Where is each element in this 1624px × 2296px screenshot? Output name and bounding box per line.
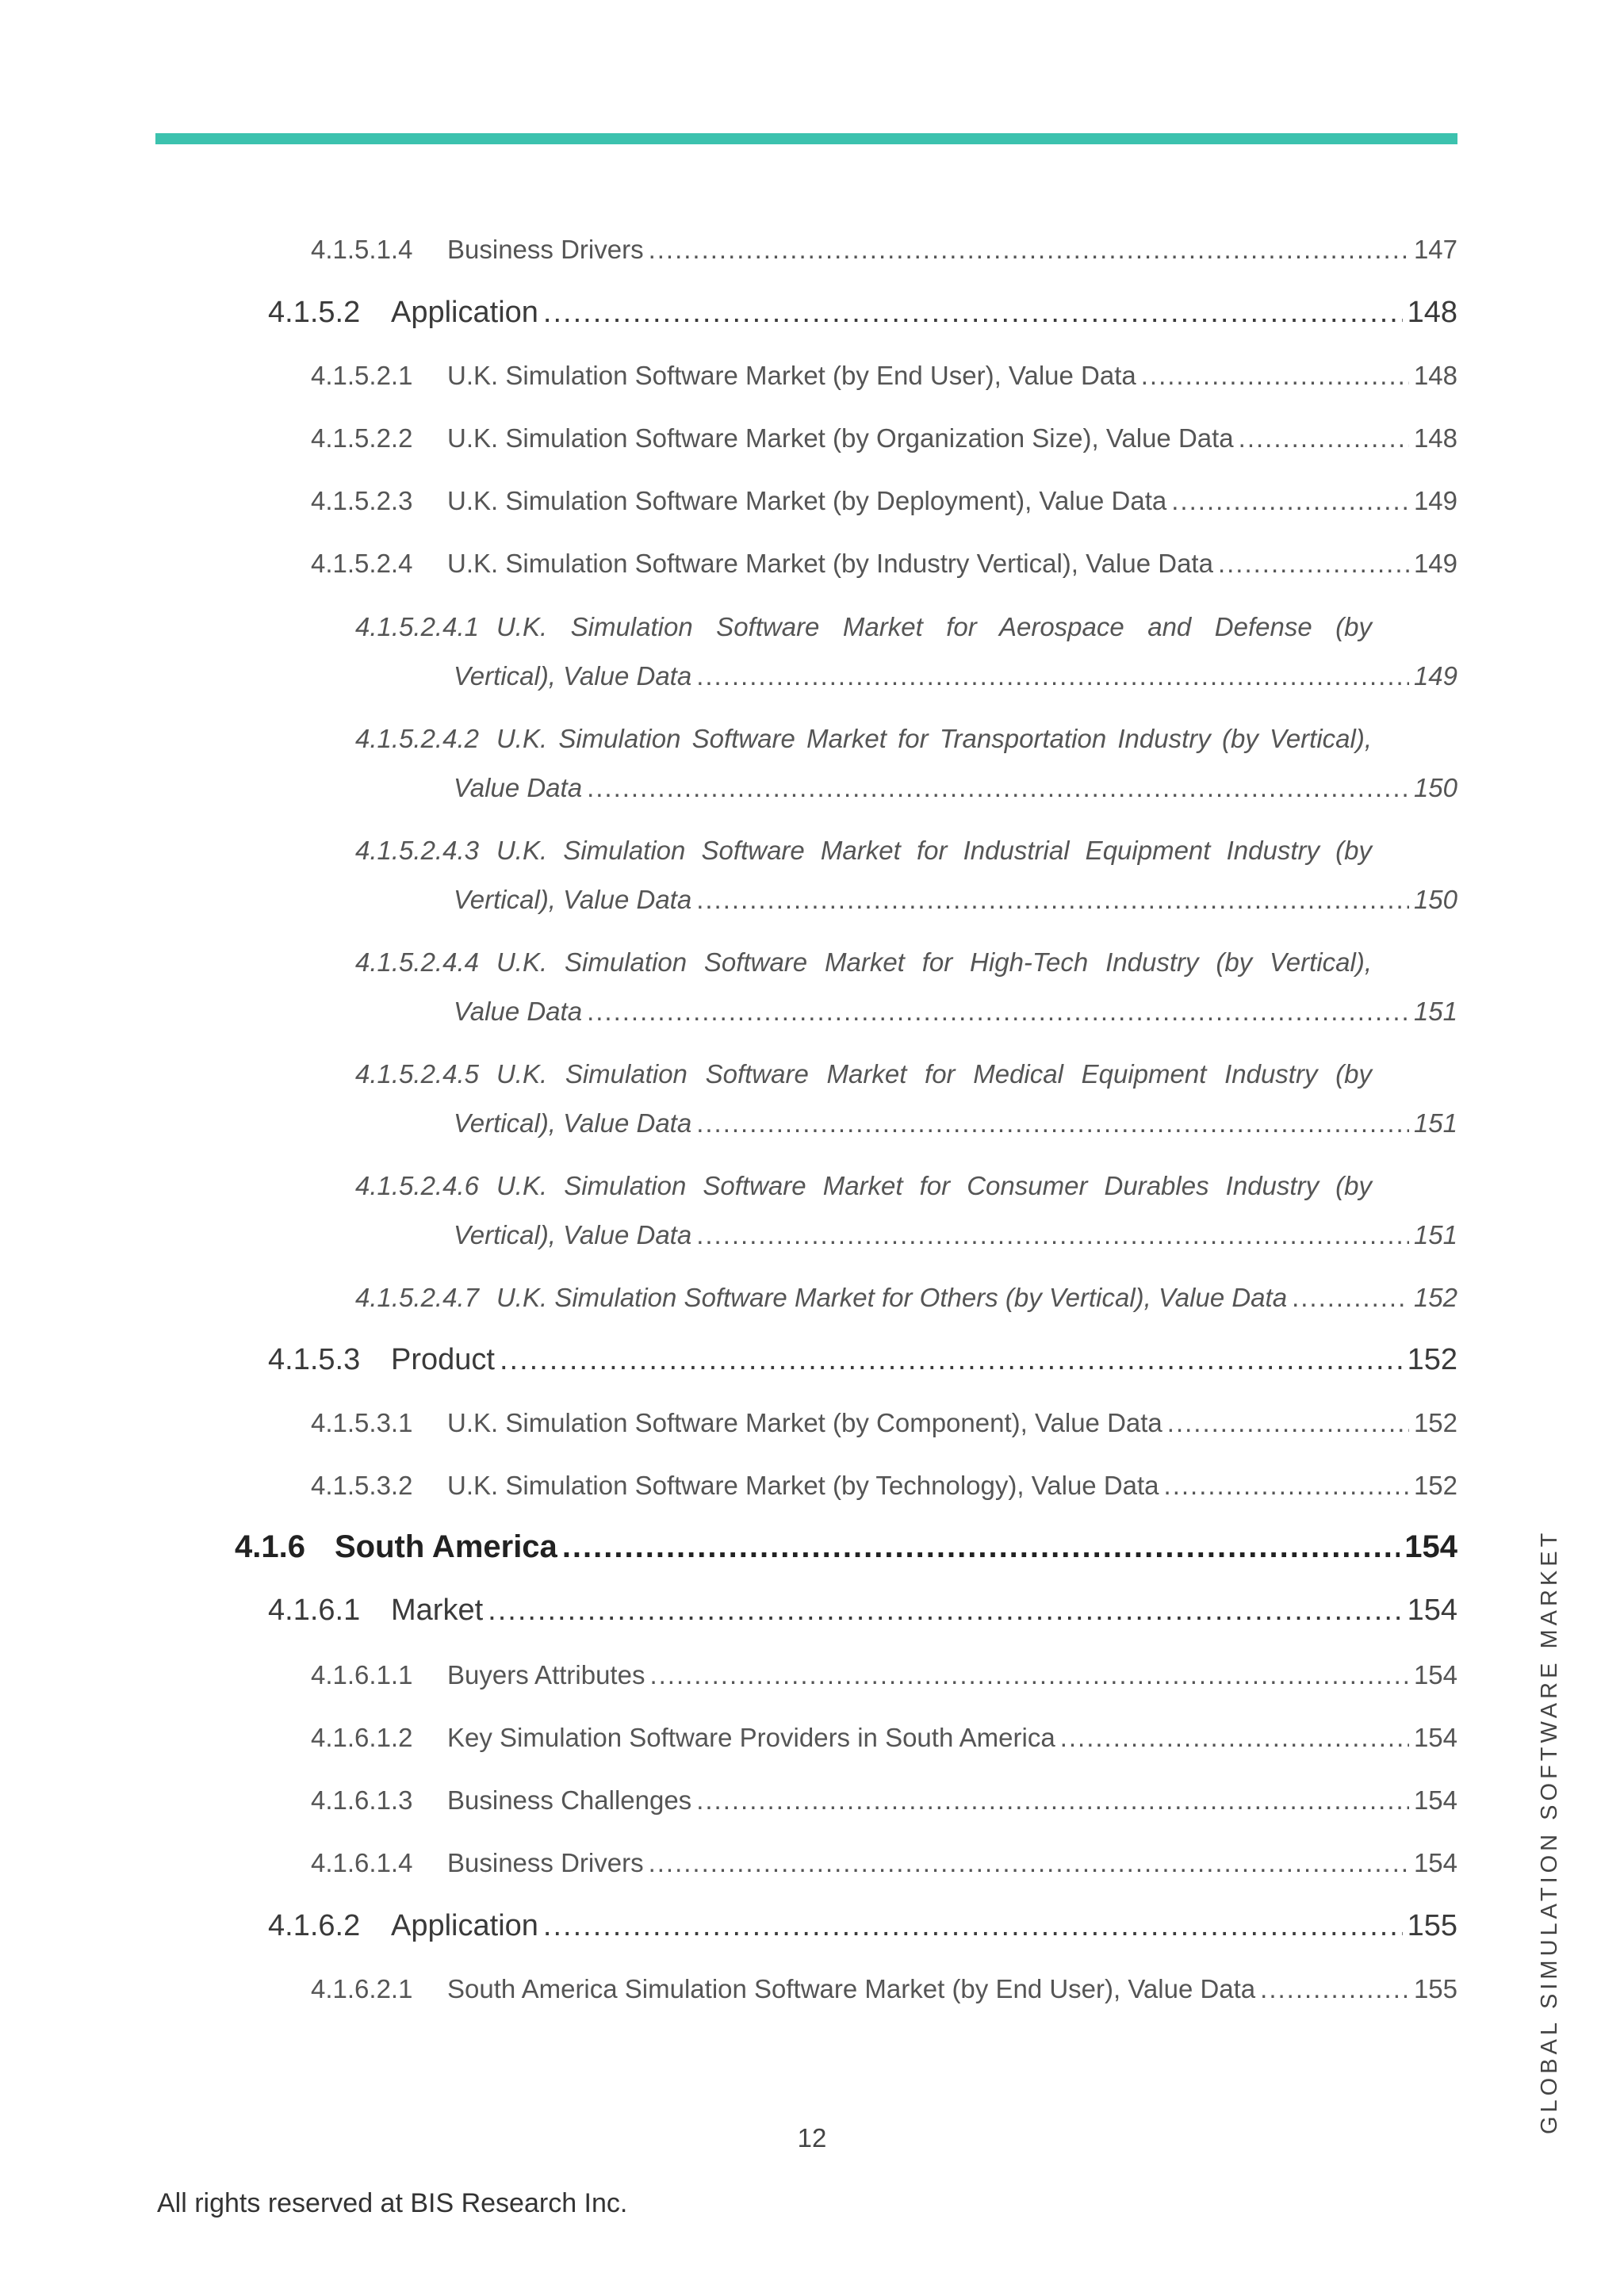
toc-leader-dots bbox=[562, 1529, 1400, 1565]
toc-entry-number: 4.1.5.2.3 bbox=[311, 486, 413, 515]
vertical-side-label: GLOBAL SIMULATION SOFTWARE MARKET bbox=[1537, 1529, 1562, 2134]
toc-entry-page: 154 bbox=[1413, 1848, 1457, 1877]
toc-entry-page: 152 bbox=[1407, 1343, 1457, 1376]
toc-leader-dots bbox=[1164, 1471, 1409, 1501]
toc-entry-number: 4.1.5.3.1 bbox=[311, 1408, 413, 1437]
toc-leader-dots bbox=[587, 773, 1409, 803]
toc-leader-dots bbox=[587, 997, 1409, 1027]
toc-leader-dots bbox=[1292, 1283, 1409, 1313]
toc-entry-number: 4.1.5.2.4.1 bbox=[355, 612, 479, 641]
toc-entry-number: 4.1.5.2.4 bbox=[311, 549, 413, 578]
toc-entry-title: U.K. Simulation Software Market (by End User), Value Data bbox=[447, 361, 1136, 390]
toc-entry-continuation[interactable] bbox=[454, 661, 1457, 691]
toc-leader-dots bbox=[1171, 486, 1409, 516]
toc-entry-page: 154 bbox=[1404, 1529, 1457, 1564]
toc-entry-number: 4.1.5.2.4.7 bbox=[355, 1283, 479, 1312]
toc-entry-number: 4.1.5.2.4.4 bbox=[355, 947, 479, 977]
toc-entry[interactable] bbox=[268, 1594, 1457, 1628]
toc-leader-dots bbox=[649, 235, 1409, 265]
toc-entry-title: U.K. Simulation Software Market for Medical Equipment Industry (by bbox=[496, 1059, 1372, 1089]
toc-entry-number: 4.1.5.2.4.3 bbox=[355, 836, 479, 865]
toc-entry-title-continued: Vertical), Value Data bbox=[454, 661, 692, 691]
toc-entry-page: 152 bbox=[1413, 1471, 1457, 1500]
toc-entry[interactable] bbox=[311, 1471, 1457, 1501]
toc-entry-title: U.K. Simulation Software Market for Industrial Equipment Industry (by bbox=[496, 836, 1372, 865]
header-accent-bar bbox=[155, 133, 1457, 144]
toc-entry-title: U.K. Simulation Software Market (by Component), Value Data bbox=[447, 1408, 1162, 1437]
toc-leader-dots bbox=[1218, 549, 1409, 579]
toc-entry-number: 4.1.5.2.1 bbox=[311, 361, 413, 390]
toc-entry[interactable] bbox=[235, 1529, 1457, 1565]
toc-entry-number: 4.1.6.1.1 bbox=[311, 1660, 413, 1689]
toc-entry[interactable] bbox=[311, 1848, 1457, 1878]
toc-leader-dots bbox=[488, 1594, 1402, 1628]
toc-entry[interactable] bbox=[311, 1408, 1457, 1438]
toc-entry[interactable] bbox=[311, 549, 1457, 579]
toc-entry[interactable] bbox=[268, 296, 1457, 330]
toc-leader-dots bbox=[500, 1343, 1403, 1377]
toc-entry-number: 4.1.6.1.4 bbox=[311, 1848, 413, 1877]
toc-entry-title: U.K. Simulation Software Market (by Deployment), Value Data bbox=[447, 486, 1167, 515]
toc-leader-dots bbox=[543, 296, 1403, 330]
toc-entry-number: 4.1.5.3.2 bbox=[311, 1471, 413, 1500]
toc-entry-page: 152 bbox=[1413, 1408, 1457, 1437]
toc-entry-page: 154 bbox=[1413, 1660, 1457, 1689]
toc-entry-page: 150 bbox=[1413, 773, 1457, 802]
toc-entry-page: 154 bbox=[1413, 1785, 1457, 1815]
toc-entry-title: Application bbox=[391, 296, 538, 329]
toc-entry-number: 4.1.5.2.4.2 bbox=[355, 724, 479, 753]
toc-leader-dots bbox=[696, 1220, 1409, 1250]
toc-entry-page: 155 bbox=[1407, 1909, 1457, 1942]
toc-entry[interactable] bbox=[268, 1909, 1457, 1943]
toc-entry-page: 147 bbox=[1413, 235, 1457, 264]
toc-entry-number: 4.1.6.1.3 bbox=[311, 1785, 413, 1815]
toc-entry-continuation[interactable] bbox=[454, 773, 1457, 803]
toc-entry-title-continued: Value Data bbox=[454, 773, 583, 802]
toc-entry-page: 148 bbox=[1413, 423, 1457, 453]
toc-entry-title: Market bbox=[391, 1594, 484, 1627]
toc-entry-title: Key Simulation Software Providers in South America bbox=[447, 1723, 1055, 1752]
toc-leader-dots bbox=[543, 1909, 1403, 1943]
toc-entry-title: U.K. Simulation Software Market (by Technology), Value Data bbox=[447, 1471, 1159, 1500]
toc-entry-page: 151 bbox=[1413, 1220, 1457, 1249]
toc-entry-page: 148 bbox=[1407, 296, 1457, 329]
toc-leader-dots bbox=[649, 1848, 1409, 1878]
toc-entry-number: 4.1.6 bbox=[235, 1529, 305, 1564]
toc-entry-page: 154 bbox=[1407, 1594, 1457, 1627]
toc-entry[interactable] bbox=[311, 235, 1457, 265]
toc-leader-dots bbox=[1239, 423, 1409, 453]
toc-entry-number: 4.1.5.3 bbox=[268, 1343, 361, 1376]
toc-entry-title: Business Drivers bbox=[447, 1848, 644, 1877]
toc-entry-number: 4.1.6.2 bbox=[268, 1909, 361, 1942]
toc-entry-number: 4.1.5.2.4.6 bbox=[355, 1171, 479, 1200]
toc-entry-page: 151 bbox=[1413, 1108, 1457, 1138]
toc-entry-title: U.K. Simulation Software Market for Consumer Durables Industry (by bbox=[496, 1171, 1372, 1200]
toc-leader-dots bbox=[696, 885, 1409, 915]
toc-entry-page: 152 bbox=[1413, 1283, 1457, 1312]
toc-entry[interactable] bbox=[311, 1785, 1457, 1816]
toc-entry-title: South America Simulation Software Market (by End User), Value Data bbox=[447, 1974, 1256, 2003]
toc-entry-title: Product bbox=[391, 1343, 495, 1376]
toc-entry[interactable] bbox=[311, 423, 1457, 453]
toc-entry[interactable] bbox=[268, 1343, 1457, 1377]
toc-entry-title: U.K. Simulation Software Market for Transportation Industry (by Vertical), bbox=[496, 724, 1372, 753]
toc-leader-dots bbox=[1141, 361, 1409, 391]
toc-entry-number: 4.1.5.2.4.5 bbox=[355, 1059, 479, 1089]
toc-entry-title: South America bbox=[335, 1529, 557, 1564]
toc-entry-number: 4.1.5.2 bbox=[268, 296, 361, 329]
toc-entry-number: 4.1.6.1.2 bbox=[311, 1723, 413, 1752]
toc-entry-continuation[interactable] bbox=[454, 1220, 1457, 1250]
toc-entry-page: 155 bbox=[1413, 1974, 1457, 2003]
toc-entry-title: Application bbox=[391, 1909, 538, 1942]
footer-copyright: All rights reserved at BIS Research Inc. bbox=[157, 2188, 628, 2218]
toc-leader-dots bbox=[1260, 1974, 1409, 2004]
toc-entry-title-continued: Value Data bbox=[454, 997, 583, 1026]
toc-entry-title: U.K. Simulation Software Market for Others (by Vertical), Value Data bbox=[496, 1283, 1288, 1312]
toc-entry-page: 149 bbox=[1413, 549, 1457, 578]
toc-leader-dots bbox=[696, 661, 1409, 691]
toc-entry[interactable] bbox=[311, 1974, 1457, 2004]
toc-entry[interactable] bbox=[311, 1723, 1457, 1753]
toc-entry-continuation[interactable] bbox=[454, 885, 1457, 915]
toc-leader-dots bbox=[696, 1108, 1409, 1138]
toc-entry[interactable] bbox=[311, 486, 1457, 516]
toc-entry-page: 150 bbox=[1413, 885, 1457, 914]
toc-leader-dots bbox=[1060, 1723, 1409, 1753]
toc-entry-title: U.K. Simulation Software Market (by Organization Size), Value Data bbox=[447, 423, 1234, 453]
toc-entry-continuation[interactable] bbox=[454, 997, 1457, 1027]
toc-leader-dots bbox=[649, 1660, 1408, 1690]
toc-entry-number: 4.1.5.2.2 bbox=[311, 423, 413, 453]
toc-entry-page: 151 bbox=[1413, 997, 1457, 1026]
toc-leader-dots bbox=[1167, 1408, 1409, 1438]
toc-entry-title: U.K. Simulation Software Market (by Industry Vertical), Value Data bbox=[447, 549, 1213, 578]
toc-entry-title: Business Challenges bbox=[447, 1785, 692, 1815]
toc-entry-page: 154 bbox=[1413, 1723, 1457, 1752]
toc-entry-number: 4.1.6.2.1 bbox=[311, 1974, 413, 2003]
toc-entry-title-continued: Vertical), Value Data bbox=[454, 1220, 692, 1249]
toc-leader-dots bbox=[696, 1785, 1409, 1816]
toc-entry-page: 149 bbox=[1413, 486, 1457, 515]
toc-entry[interactable] bbox=[311, 1660, 1457, 1690]
toc-entry-title: Buyers Attributes bbox=[447, 1660, 645, 1689]
toc-entry-continuation[interactable] bbox=[454, 1108, 1457, 1138]
toc-entry-number: 4.1.6.1 bbox=[268, 1594, 361, 1627]
toc-entry[interactable] bbox=[311, 361, 1457, 391]
toc-entry-page: 149 bbox=[1413, 661, 1457, 691]
toc-entry-page: 148 bbox=[1413, 361, 1457, 390]
toc-entry-title: U.K. Simulation Software Market for High-Tech Industry (by Vertical), bbox=[496, 947, 1372, 977]
toc-entry[interactable] bbox=[355, 1283, 1457, 1313]
toc-entry-title: Business Drivers bbox=[447, 235, 644, 264]
toc-entry-title-continued: Vertical), Value Data bbox=[454, 1108, 692, 1138]
page-number: 12 bbox=[797, 2123, 827, 2152]
toc-entry-title-continued: Vertical), Value Data bbox=[454, 885, 692, 914]
toc-entry-number: 4.1.5.1.4 bbox=[311, 235, 413, 264]
toc-entry-title: U.K. Simulation Software Market for Aerospace and Defense (by bbox=[496, 612, 1372, 641]
